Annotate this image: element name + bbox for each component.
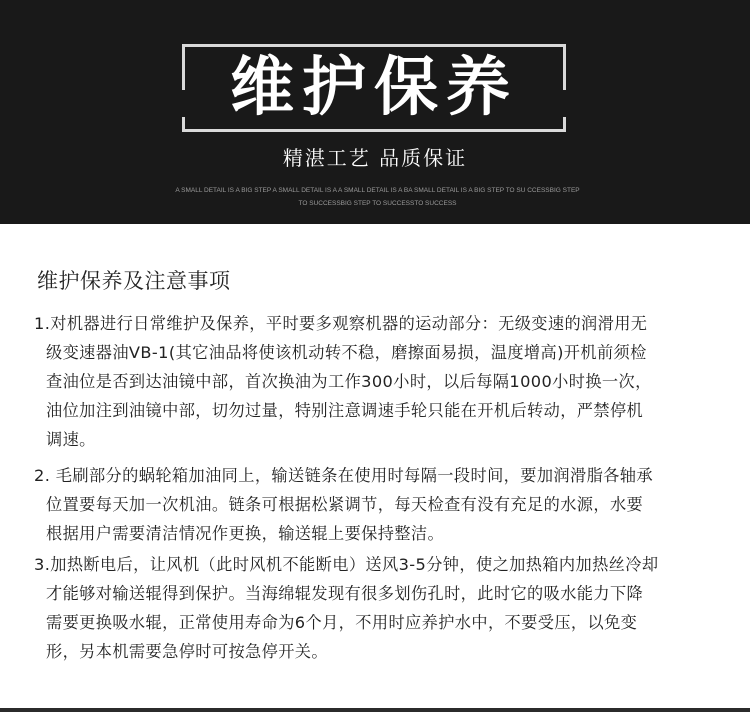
maintenance-item-2: [34, 461, 724, 548]
bottom-divider: [0, 708, 750, 712]
item-3-line-1: 3.加热断电后，让风机（此时风机不能断电）送风3-5分钟，使之加热箱内加热丝冷却: [34, 555, 659, 574]
item-3-line-3: 需要更换吸水辊，正常使用寿命为6个月，不用时应养护水中，不要受压，以免变: [46, 613, 638, 632]
header-banner: [0, 0, 750, 224]
item-1-line-4: 油位加注到油镜中部，切勿过量，特别注意调速手轮只能在开机后转动，严禁停机: [46, 401, 644, 420]
title-frame-top: [182, 44, 566, 47]
banner-title: 维护保养: [230, 51, 518, 125]
item-1-line-3: 查油位是否到达油镜中部，首次换油为工作300小时，以后每隔1000小时换一次，: [46, 372, 652, 391]
item-1-line-1: 1.对机器进行日常维护及保养，平时要多观察机器的运动部分：无级变速的润滑用无: [34, 314, 648, 333]
section-title: 维护保养及注意事项: [37, 269, 231, 293]
title-frame-bottom: [182, 129, 566, 132]
banner-small-text: A SMALL DETAIL IS A BIG STEP A SMALL DETAIL IS A A SMALL DETAIL IS A BA SMALL DETAIL IS A BIG STEP TO SU CCESSBIG STEP TO SUCCESSBIG STEP TO SUCCESSTO SUCCESS: [175, 187, 580, 207]
banner-subtitle: 精湛工艺 品质保证: [282, 146, 468, 170]
item-3-line-2: 才能够对输送辊得到保护。当海绵辊发现有很多划伤孔时，此时它的吸水能力下降: [46, 584, 644, 603]
item-1-line-2: 级变速器油VB-1(其它油品将使该机动转不稳，磨擦面易损，温度增高)开机前须检: [46, 343, 647, 362]
item-2-line-3: 根据用户需要清洁情况作更换，输送辊上要保持整洁。: [46, 524, 445, 543]
maintenance-item-3: [34, 550, 724, 666]
item-2-line-1: 2. 毛刷部分的蜗轮箱加油同上，输送链条在使用时每隔一段时间，要加润滑脂各轴承: [34, 466, 653, 485]
item-2-line-2: 位置要每天加一次机油。链条可根据松紧调节，每天检查有没有充足的水源，水要: [46, 495, 644, 514]
maintenance-item-1: [34, 309, 724, 454]
item-3-line-4: 形，另本机需要急停时可按急停开关。: [46, 642, 328, 661]
item-1-line-5: 调速。: [46, 430, 96, 449]
